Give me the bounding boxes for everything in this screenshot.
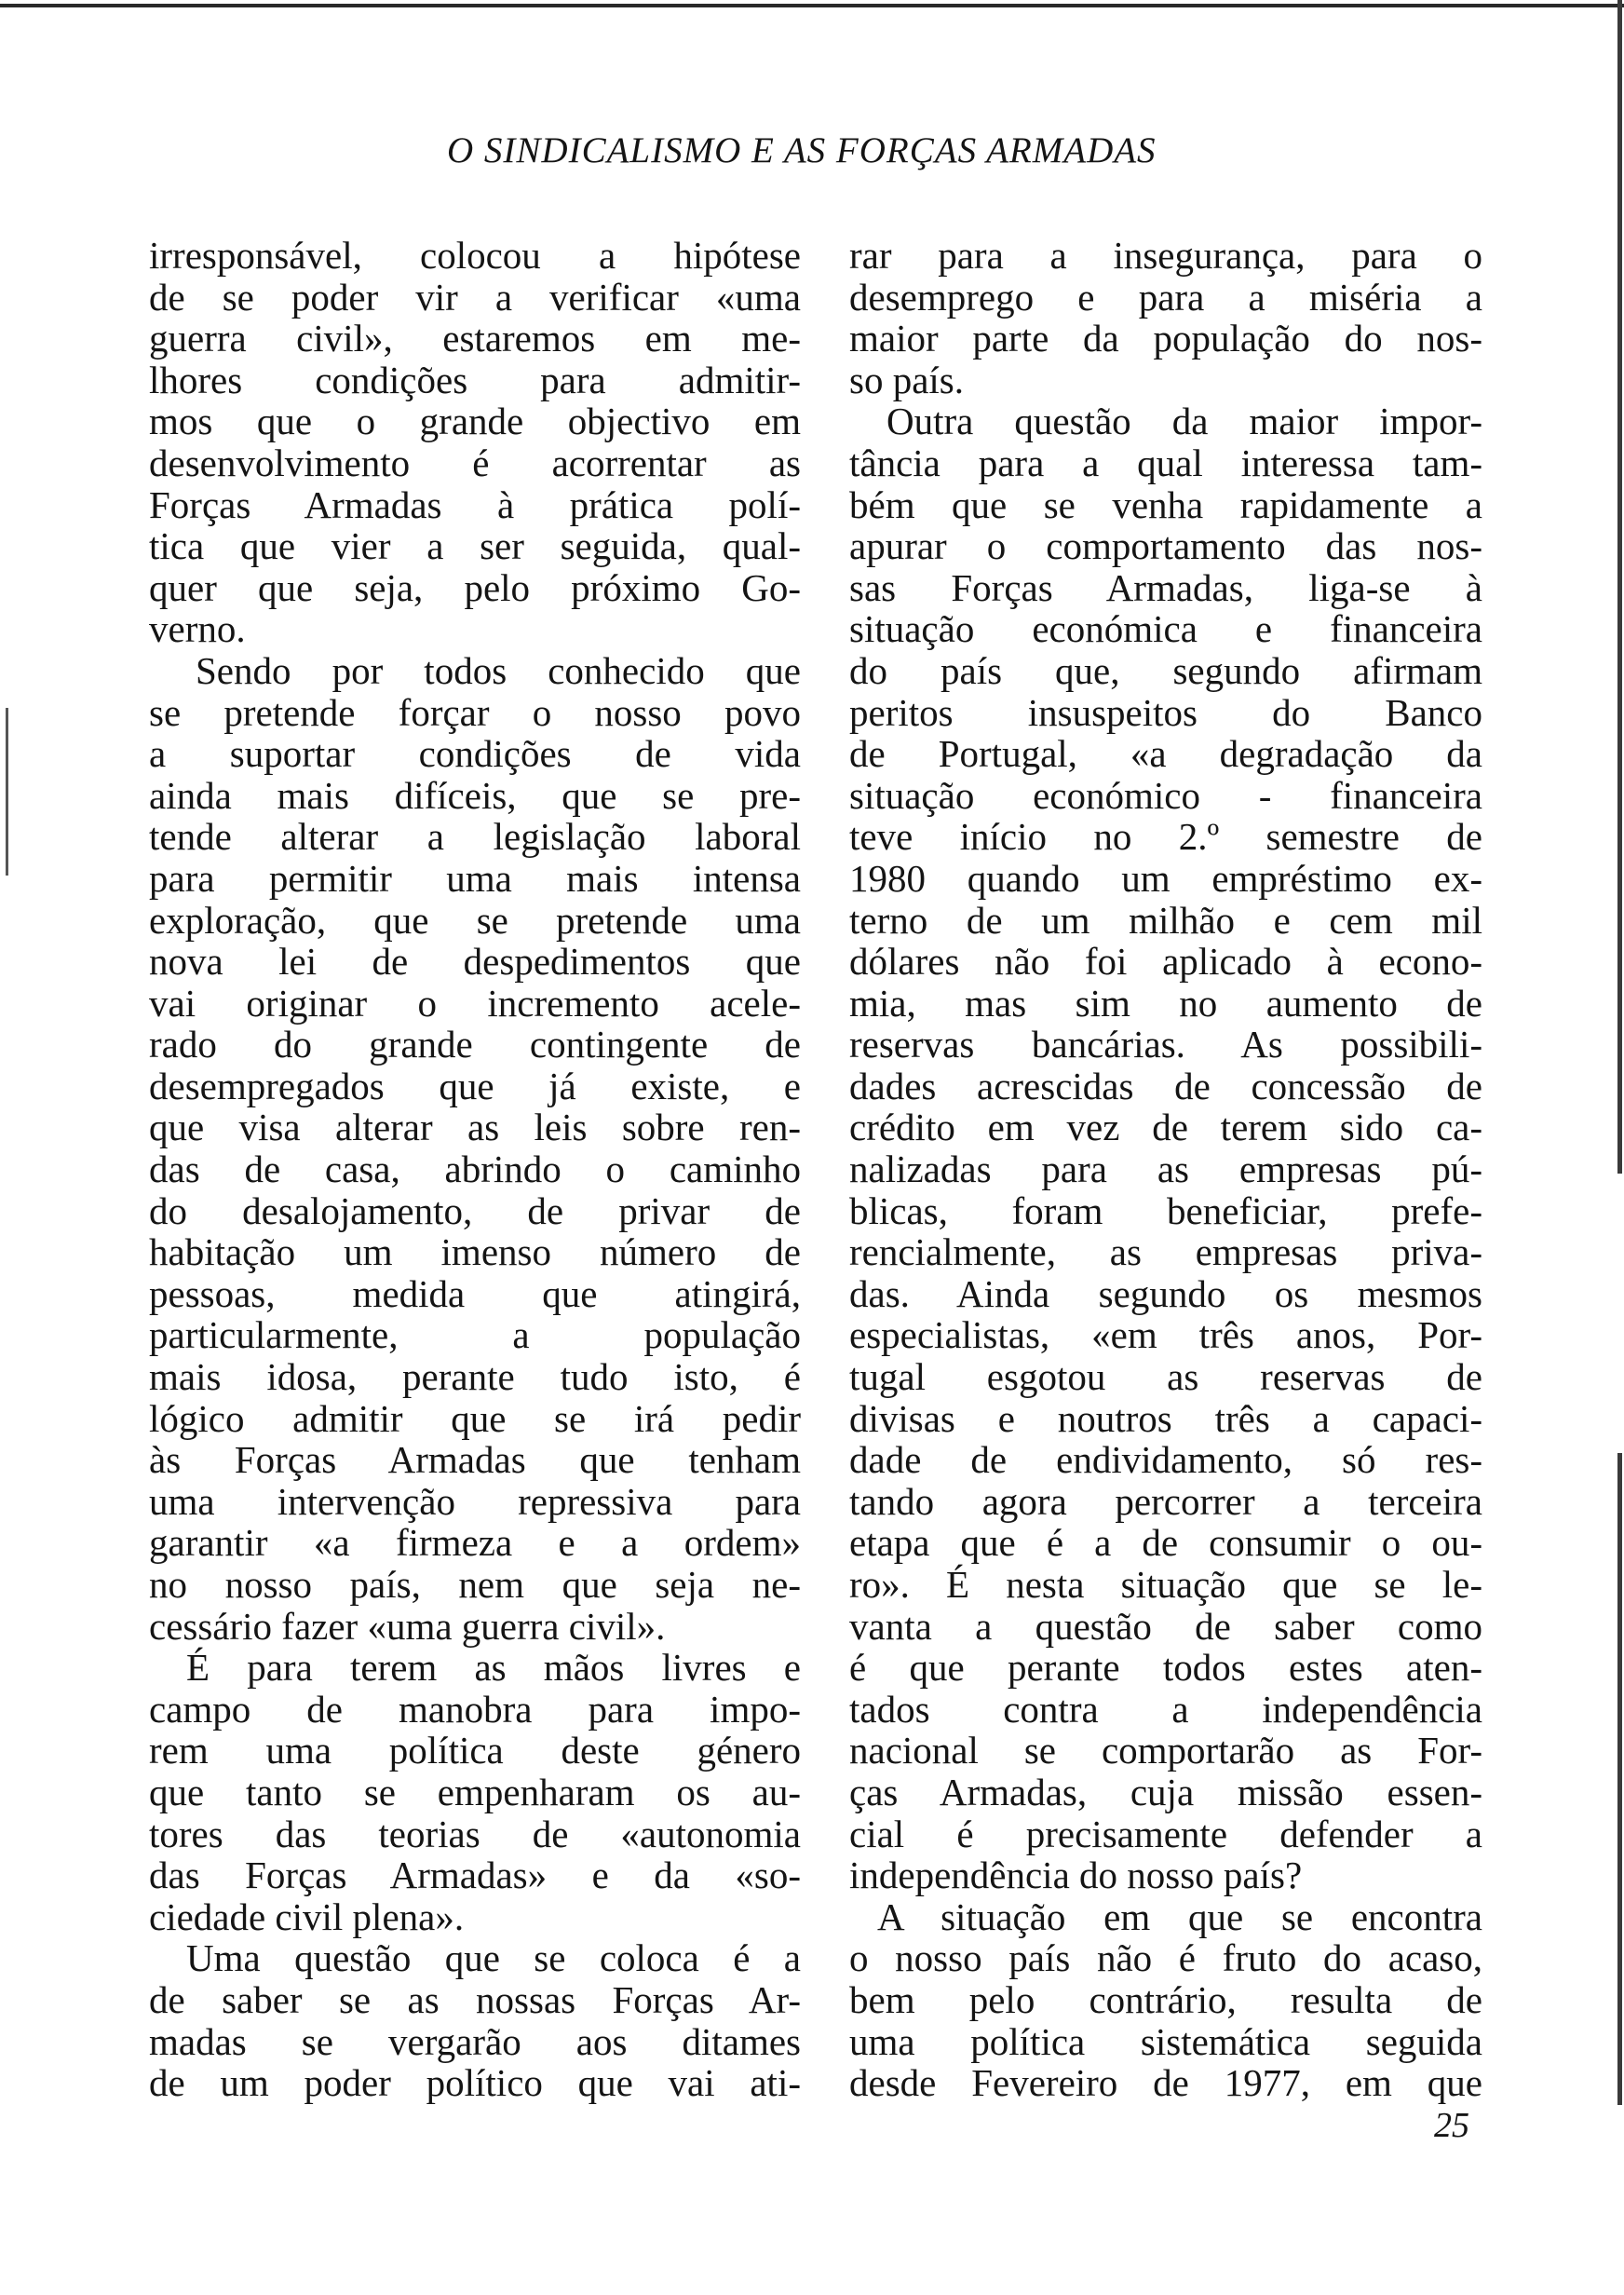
text-line: habitação um imenso número de (149, 1230, 801, 1274)
text-line: rar para a insegurança, para o (849, 234, 1482, 277)
text-line: ciedade civil plena». (149, 1894, 465, 1938)
text-line: peritos insuspeitos do Banco (849, 690, 1482, 734)
text-line: cessário fazer «uma guerra civil». (149, 1604, 666, 1648)
text-line: de saber se as nossas Forças Ar- (149, 1977, 801, 2021)
text-line: quer que seja, pelo próximo Go- (149, 565, 801, 609)
text-line: rem uma política deste género (149, 1729, 801, 1772)
text-line: mais idosa, perante tudo isto, é (149, 1355, 801, 1399)
text-line: ças Armadas, cuja missão essen- (849, 1770, 1482, 1813)
text-line: o nosso país não é fruto do acaso, (849, 1936, 1482, 1980)
text-line: garantir «a firmeza e a ordem» (149, 1521, 801, 1565)
right-column (849, 235, 1482, 2104)
text-line: 1980 quando um empréstimo ex- (849, 856, 1482, 900)
running-head: O SINDICALISMO E AS FORÇAS ARMADAS (447, 130, 1157, 170)
text-line: dades acrescidas de concessão de (849, 1064, 1482, 1107)
top-border-rule (0, 4, 1624, 7)
text-line: desemprego e para a miséria a (849, 275, 1482, 319)
text-line: lhores condições para admitir- (149, 358, 801, 401)
text-line: desempregados que já existe, e (149, 1064, 801, 1107)
text-line: tância para a qual interessa tam- (849, 441, 1482, 484)
text-line: tugal esgotou as reservas de (849, 1355, 1482, 1399)
text-line: das Forças Armadas» e da «so- (149, 1854, 801, 1897)
text-line: maior parte da população do nos- (849, 317, 1482, 360)
text-line: a suportar condições de vida (149, 732, 801, 776)
text-line: para permitir uma mais intensa (149, 856, 801, 900)
text-line: A situação em que se encontra (877, 1894, 1482, 1938)
right-edge-rule-lower (1617, 1453, 1622, 2105)
text-line: desde Fevereiro de 1977, em que (849, 2061, 1482, 2105)
text-line: reservas bancárias. As possibili- (849, 1023, 1482, 1066)
text-line: das de casa, abrindo o caminho (149, 1148, 801, 1191)
text-line: terno de um milhão e cem mil (849, 898, 1482, 942)
text-line: especialistas, «em três anos, Por- (849, 1313, 1482, 1357)
text-line: nova lei de despedimentos que (149, 940, 801, 984)
text-line: situação económica e financeira (849, 607, 1482, 651)
text-line: lógico admitir que se irá pedir (149, 1396, 801, 1440)
text-line: do país que, segundo afirmam (849, 648, 1482, 692)
text-line: bém que se venha rapidamente a (849, 482, 1482, 526)
text-line: Uma questão que se coloca é a (186, 1936, 801, 1980)
text-line: vai originar o incremento acele- (149, 981, 801, 1025)
right-edge-rule (1617, 0, 1622, 1174)
text-line: de um poder político que vai ati- (149, 2061, 801, 2105)
text-line: nalizadas para as empresas pú- (849, 1148, 1482, 1191)
text-line: so país. (849, 358, 964, 401)
page-number: 25 (1434, 2106, 1469, 2145)
text-line: apurar o comportamento das nos- (849, 524, 1482, 568)
text-line: blicas, foram beneficiar, prefe- (849, 1188, 1482, 1232)
text-line: campo de manobra para impo- (149, 1687, 801, 1731)
text-line: dade de endividamento, só res- (849, 1438, 1482, 1482)
left-column (149, 235, 801, 2104)
text-line: de se poder vir a verificar «uma (149, 275, 801, 319)
text-line: divisas e noutros três a capaci- (849, 1396, 1482, 1440)
text-line: tende alterar a legislação laboral (149, 815, 801, 859)
text-line: situação económico - financeira (849, 773, 1482, 817)
text-line: às Forças Armadas que tenham (149, 1438, 801, 1482)
text-line: mia, mas sim no aumento de (849, 981, 1482, 1025)
text-line: tados contra a independência (849, 1687, 1482, 1731)
text-line: desenvolvimento é acorrentar as (149, 441, 801, 484)
text-line: Outra questão da maior impor- (886, 400, 1482, 443)
text-line: é que perante todos estes aten- (849, 1646, 1482, 1690)
text-line: É para terem as mãos livres e (186, 1646, 801, 1690)
text-line: uma intervenção repressiva para (149, 1479, 801, 1523)
text-line: tores das teorias de «autonomia (149, 1812, 801, 1855)
text-line: independência do nosso país? (849, 1854, 1303, 1897)
text-line: do desalojamento, de privar de (149, 1188, 801, 1232)
text-line: que visa alterar as leis sobre ren- (149, 1106, 801, 1149)
text-line: se pretende forçar o nosso povo (149, 690, 801, 734)
text-line: particularmente, a população (149, 1313, 801, 1357)
text-line: das. Ainda segundo os mesmos (849, 1271, 1482, 1315)
text-line: bem pelo contrário, resulta de (849, 1977, 1482, 2021)
text-line: crédito em vez de terem sido ca- (849, 1106, 1482, 1149)
text-line: ro». É nesta situação que se le- (849, 1563, 1482, 1606)
text-line: rencialmente, as empresas priva- (849, 1230, 1482, 1274)
text-line: teve início no 2.º semestre de (849, 815, 1482, 859)
text-line: Forças Armadas à prática polí- (149, 482, 801, 526)
text-line: irresponsável, colocou a hipótese (149, 234, 801, 277)
text-line: tando agora percorrer a terceira (849, 1479, 1482, 1523)
text-line: uma política sistemática seguida (849, 2019, 1482, 2063)
text-line: dólares não foi aplicado à econo- (849, 940, 1482, 984)
text-line: que tanto se empenharam os au- (149, 1770, 801, 1813)
text-line: tica que vier a ser seguida, qual- (149, 524, 801, 568)
text-line: exploração, que se pretende uma (149, 898, 801, 942)
text-line: pessoas, medida que atingirá, (149, 1271, 801, 1315)
text-line: ainda mais difíceis, que se pre- (149, 773, 801, 817)
text-line: sas Forças Armadas, liga-se à (849, 565, 1482, 609)
left-edge-mark (6, 708, 8, 876)
text-line: verno. (149, 607, 246, 651)
text-line: rado do grande contingente de (149, 1023, 801, 1066)
text-line: cial é precisamente defender a (849, 1812, 1482, 1855)
text-line: de Portugal, «a degradação da (849, 732, 1482, 776)
text-line: vanta a questão de saber como (849, 1604, 1482, 1648)
text-line: Sendo por todos conhecido que (196, 648, 801, 692)
text-line: guerra civil», estaremos em me- (149, 317, 801, 360)
text-line: mos que o grande objectivo em (149, 400, 801, 443)
text-line: nacional se comportarão as For- (849, 1729, 1482, 1772)
text-line: etapa que é a de consumir o ou- (849, 1521, 1482, 1565)
text-line: madas se vergarão aos ditames (149, 2019, 801, 2063)
text-line: no nosso país, nem que seja ne- (149, 1563, 801, 1606)
